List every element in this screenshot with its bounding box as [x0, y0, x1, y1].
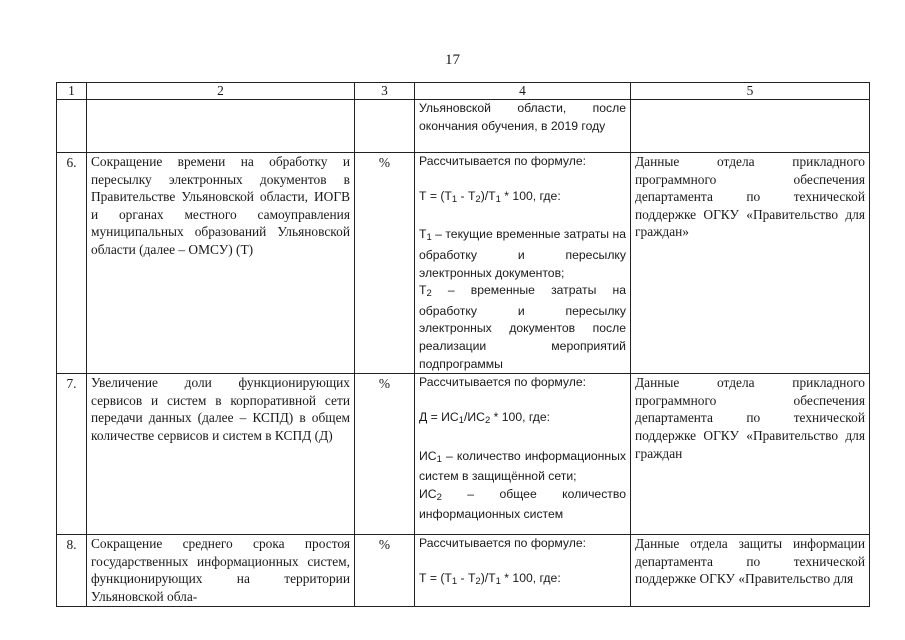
method-text: $Т_2$ – временные затраты на обработку и пересылку электронных документов после реализации мероприятий подпрограммы — [419, 283, 626, 371]
data-source: Данные отдела защиты информации департамента по технической поддержке ОГКУ «Правительство для — [631, 535, 870, 606]
unit-of-measure: % — [355, 535, 415, 606]
data-source: Данные отдела прикладного программного обеспечения департамента по технической поддержке ОГКУ «Правительство для граждан» — [631, 153, 870, 374]
indicator-name: Сокращение времени на обработку и пересылку электронных документов в Правительстве Ульяновской области, ИОГВ и органах местного самоуправления муниципальных образований Ульяновской области (далее – ОМСУ) (Т) — [87, 153, 355, 374]
column-header-4: 4 — [415, 83, 631, 100]
calculation-method — [415, 535, 631, 606]
calculation-method — [415, 374, 631, 535]
row-number: 7. — [57, 374, 87, 535]
indicator-name: Увеличение доли функционирующих сервисов и систем в корпоративной сети передачи данных (далее – КСПД) в общем количестве сервисов и систем в КСПД (Д) — [87, 374, 355, 535]
method-text: $ИС_1$ – количество информационных систем в защищённой сети; — [419, 448, 626, 484]
method-intro: Рассчитывается по формуле: — [419, 375, 587, 390]
row-number: 6. — [57, 153, 87, 374]
method-intro: Рассчитывается по формуле: — [419, 154, 587, 168]
method-intro: Рассчитывается по формуле: — [419, 536, 587, 551]
formula: $Т = (Т_1 - Т_2)/Т_1 * 100$, где: — [419, 571, 561, 588]
indicator-name — [87, 100, 355, 153]
data-source: Данные отдела прикладного программного обеспечения департамента по технической поддержке ОГКУ «Правительство для граждан — [631, 374, 870, 535]
table-row — [57, 153, 870, 374]
row-number — [57, 100, 87, 153]
column-header-2: 2 — [87, 83, 355, 100]
calculation-method — [415, 100, 631, 153]
table-row — [57, 374, 870, 535]
method-text: $ИС_2$ – общее количество информационных систем — [419, 486, 626, 522]
method-text: Ульяновской области, после окончания обучения, в 2019 году — [419, 101, 626, 133]
indicators-table — [56, 82, 870, 607]
indicator-name: Сокращение среднего срока простоя государственных информационных систем, функционирующих на территории Ульяновской обла- — [87, 535, 355, 606]
column-header-5: 5 — [631, 83, 870, 100]
calculation-method — [415, 153, 631, 374]
unit-of-measure: % — [355, 374, 415, 535]
table-header-row — [57, 83, 870, 100]
method-text: $Т_1$ – текущие временные затраты на обработку и пересылку электронных документов; — [419, 227, 626, 280]
unit-of-measure — [355, 100, 415, 153]
page-number: 17 — [445, 52, 460, 68]
column-header-3: 3 — [355, 83, 415, 100]
formula: $Т = (Т_1 - Т_2)/Т_1 * 100$, где: — [419, 189, 561, 206]
formula: $Д = ИС_1/ИС_2 * 100$, где: — [419, 410, 551, 427]
table-row — [57, 100, 870, 153]
data-source — [631, 100, 870, 153]
column-header-1: 1 — [57, 83, 87, 100]
row-number: 8. — [57, 535, 87, 606]
unit-of-measure: % — [355, 153, 415, 374]
table-row — [57, 535, 870, 606]
